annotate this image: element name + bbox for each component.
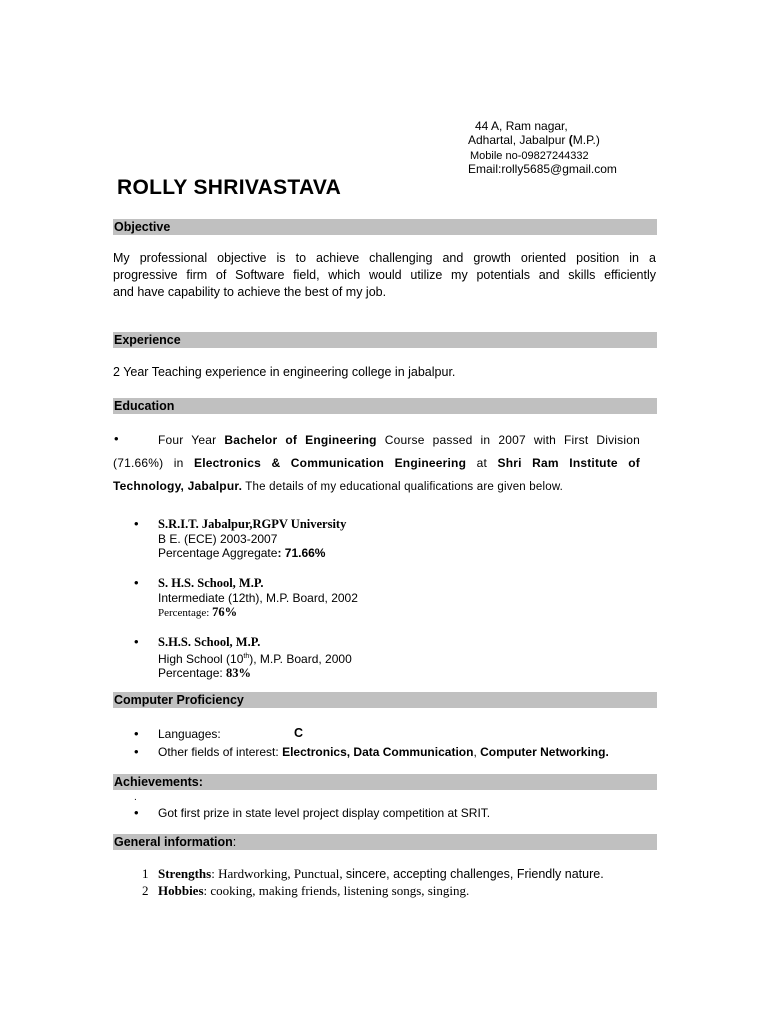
address-state: M.P.) [572,133,600,147]
edu-item-degree [158,650,352,667]
edu-degree: Bachelor of Engineering [224,433,377,447]
address-bracket: ( [568,133,573,147]
achievement-text: Got first prize in state level project display competition at SRIT. [158,806,491,820]
edu-item-percentage [158,605,358,621]
edu-item-intermediate [158,576,358,621]
interest-sep: , [473,745,481,759]
education-summary-line-1 [113,429,640,452]
section-experience-heading: Experience [113,332,657,348]
general-hobbies [158,882,469,900]
edu-item-title: S. H.S. School, M.P. [158,576,264,590]
pct-value: : 71.66% [277,546,326,560]
computer-item-bullet: • [134,744,139,759]
edu-institute: Technology, Jabalpur. [113,479,243,493]
objective-text [113,250,656,301]
mobile-text: Mobile no-09827244332 [470,150,589,162]
degree-text: ), M.P. Board, 2000 [249,651,352,666]
pct-label: Percentage Aggregate [158,546,278,560]
pct-value: 83% [226,666,252,680]
address-line-1: 44 A, Ram nagar, [475,119,568,133]
edu-text: (71.66%) in [113,456,195,470]
strengths-text: sincere, accepting challenges, Friendly nature. [345,867,604,881]
section-education-heading: Education [113,398,657,414]
address-line-2 [468,133,600,148]
pct-label: Percentage: [158,666,227,680]
edu-item-highschool [158,635,352,681]
edu-item-degree: Intermediate (12th), M.P. Board, 2002 [158,590,358,605]
section-computer-heading: Computer Proficiency [113,692,657,708]
general-item-number: 1 [142,866,149,881]
strengths-label: Strengths [158,866,212,881]
address-city: Adhartal, Jabalpur [468,133,569,147]
interest-label: Other fields of interest: [158,745,283,759]
education-summary [113,429,640,499]
candidate-name: ROLLY SHRIVASTAVA [117,176,342,199]
edu-text: at [466,456,498,470]
edu-item-bullet: • [134,516,139,531]
interest-value: Electronics, Data Communication [282,745,474,759]
section-objective-heading: Objective [113,219,657,235]
hobbies-label: Hobbies [158,883,204,898]
achievements-dot: . [134,792,137,803]
edu-item-bullet: • [134,634,139,649]
edu-item-degree: B E. (ECE) 2003-2007 [158,531,278,546]
edu-item-percentage [158,546,346,561]
general-item-number: 2 [142,883,149,898]
edu-item-percentage [158,666,352,681]
edu-text: Four Year [158,433,225,447]
objective-line-2: progressive firm of Software field, which would utilize my potentials and skills efficiently [113,268,656,282]
section-general-heading [113,834,657,850]
general-heading-text: General information [114,835,233,849]
degree-sup: th [243,652,250,660]
pct-label: Percentage: [158,607,213,619]
edu-institute: Shri Ram Institute of [497,456,640,470]
edu-item-bullet: • [134,575,139,590]
email-address: Email:rolly5685@gmail.com [468,162,617,176]
section-achievements-heading: Achievements: [113,774,657,790]
edu-branch: Electronics & Communication Engineering [194,456,467,470]
strengths-text: : Hardworking, Punctual, [211,866,346,881]
edu-item-srit [158,517,346,561]
computer-interests [158,745,609,760]
interest-value: Computer Networking. [480,745,609,759]
hobbies-text: : cooking, making friends, listening songs, singing. [203,883,470,898]
edu-item-title: S.H.S. School, M.P. [158,635,261,649]
computer-languages-value: C [294,726,304,740]
computer-item-bullet: • [134,726,139,741]
objective-line-3: and have capability to achieve the best of my job. [113,285,387,299]
objective-line-1: My professional objective is to achieve challenging and growth oriented position in a [113,251,656,265]
education-summary-line-2 [113,452,640,475]
edu-text: The details of my educational qualifications are given below. [242,481,564,493]
education-main-bullet: • [114,431,119,446]
general-strengths [158,865,604,883]
edu-text: Course passed in 2007 with First Division [376,433,640,447]
degree-text: High School (10 [158,651,244,666]
computer-languages-label: Languages: [158,727,221,741]
education-summary-line-3 [113,475,640,499]
general-heading-colon: : [232,835,237,849]
edu-item-title: S.R.I.T. Jabalpur,RGPV University [158,517,347,531]
pct-value: 76% [212,605,238,619]
experience-text: 2 Year Teaching experience in engineering college in jabalpur. [113,365,456,379]
achievement-bullet: • [134,805,139,820]
